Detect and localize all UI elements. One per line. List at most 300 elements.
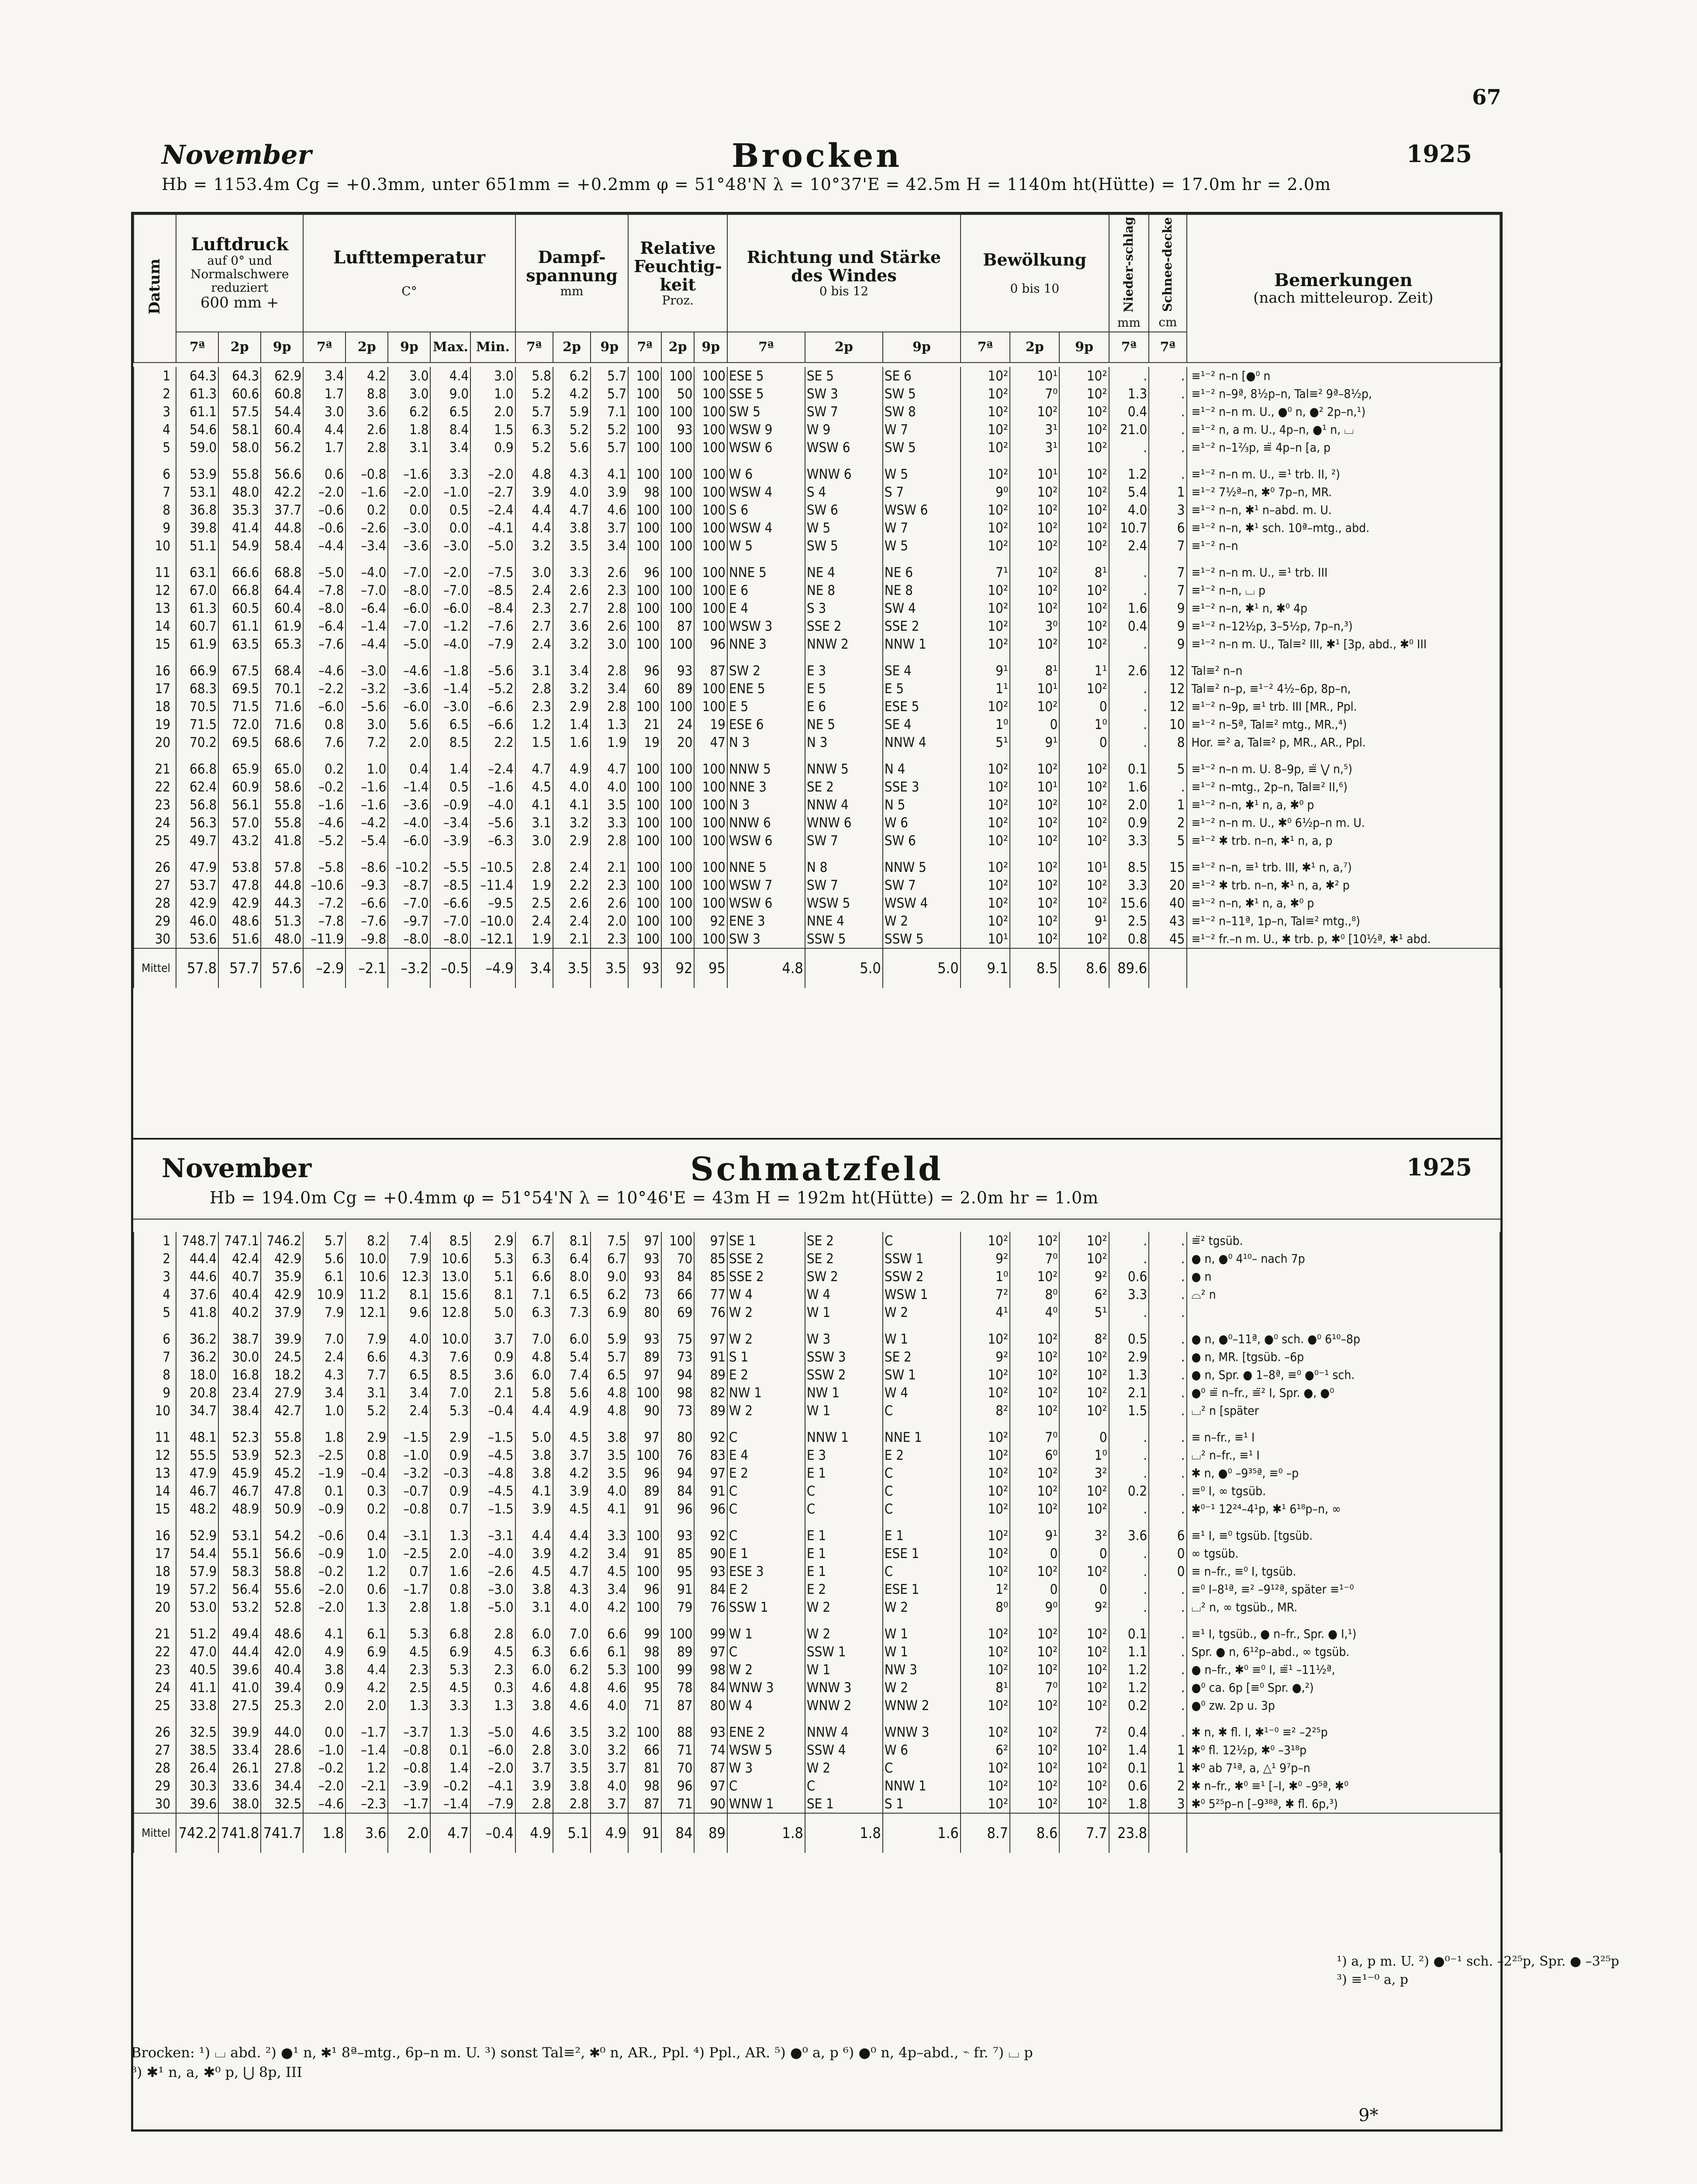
table-cell: 2.8 <box>591 698 628 715</box>
table-cell: 1.0 <box>346 1545 388 1562</box>
table-cell: ESE 3 <box>727 1562 805 1580</box>
table-cell: 94 <box>661 1464 695 1482</box>
table-cell: SE 2 <box>883 1348 961 1366</box>
table-cell: 2.8 <box>515 858 553 876</box>
table-cell: ESE 5 <box>727 367 805 385</box>
table-cell: ≡¹⁻² n–11ª, 1p–n, Tal≡² mtg.,⁸) <box>1187 912 1500 930</box>
table-cell: ESE 1 <box>883 1580 961 1598</box>
table-cell: C <box>727 1428 805 1446</box>
table-cell: 0 <box>1059 1428 1109 1446</box>
table-cell: 4.9 <box>553 760 591 778</box>
table-cell: 10² <box>961 439 1010 456</box>
table-cell: 6.1 <box>591 1643 628 1661</box>
mittel-cell: 7.7 <box>1059 1813 1109 1853</box>
table-cell: E 1 <box>805 1562 883 1580</box>
table-cell: –3.1 <box>470 1527 515 1545</box>
table-cell: 51.1 <box>176 537 218 555</box>
table-cell: –7.9 <box>470 635 515 653</box>
table-cell: –5.0 <box>470 1598 515 1616</box>
table-cell: 2.6 <box>1109 662 1149 680</box>
table-cell: 9 <box>1149 635 1186 653</box>
table-cell: 1.4 <box>430 1759 470 1777</box>
table-cell: 1⁰ <box>1059 1446 1109 1464</box>
table-cell: ⌴² n–fr., ≡¹ I <box>1187 1446 1500 1464</box>
table-cell: –10.2 <box>388 858 430 876</box>
table-cell: 96 <box>628 1580 661 1598</box>
table-row <box>134 1366 1500 1384</box>
table-cell: 69 <box>661 1303 695 1321</box>
table-cell: 30 <box>134 1795 176 1813</box>
table-cell: 10² <box>1059 1661 1109 1679</box>
table-cell: 100 <box>628 796 661 814</box>
table-cell: E 4 <box>727 1446 805 1464</box>
table-cell: NNW 4 <box>805 796 883 814</box>
sub-d2: 2p <box>553 332 591 363</box>
table-row <box>134 698 1500 715</box>
table-cell: 4.7 <box>553 1562 591 1580</box>
table-cell: 97 <box>694 1464 727 1482</box>
table-cell: 10² <box>1059 1697 1109 1714</box>
table-cell: 10² <box>961 1232 1010 1250</box>
table-cell: 3.8 <box>515 1697 553 1714</box>
table-row <box>134 617 1500 635</box>
table-cell: 17 <box>134 1545 176 1562</box>
table-cell: 23 <box>134 796 176 814</box>
table-cell: 10² <box>1059 1348 1109 1366</box>
table-cell: 10² <box>961 1759 1010 1777</box>
mittel-cell: 3.4 <box>515 948 553 988</box>
table-cell: –4.0 <box>346 563 388 581</box>
table-cell: W 2 <box>727 1303 805 1321</box>
table-cell: –5.6 <box>470 814 515 832</box>
table-cell: 3.3 <box>430 1697 470 1714</box>
table-cell: 10.0 <box>346 1250 388 1268</box>
table-cell: 91 <box>694 1482 727 1500</box>
table-cell: C <box>727 1500 805 1518</box>
table-cell: 1.3 <box>1109 385 1149 403</box>
table-cell: ESE 6 <box>727 715 805 733</box>
table-cell: 5.2 <box>591 421 628 439</box>
table-cell: NE 8 <box>883 581 961 599</box>
table-cell: –3.6 <box>388 680 430 698</box>
table-cell: 9² <box>1059 1598 1109 1616</box>
table-cell: ≡¹⁻² n, a m. U., 4p–n, ●¹ n, ⌴ <box>1187 421 1500 439</box>
header-wind: Richtung und Stärke des Windes 0 bis 12 <box>727 214 961 332</box>
table-cell: 5.0 <box>515 1428 553 1446</box>
table-cell: 2.9 <box>1109 1348 1149 1366</box>
table-cell: 56.2 <box>261 439 303 456</box>
table-cell: 10² <box>961 367 1010 385</box>
table-cell: –3.9 <box>388 1777 430 1795</box>
table-cell: 3.1 <box>515 1598 553 1616</box>
table-cell: 4.0 <box>553 778 591 796</box>
table-cell: 2.4 <box>515 635 553 653</box>
table-cell: W 6 <box>727 465 805 483</box>
table-cell: SE 1 <box>727 1232 805 1250</box>
table-cell: . <box>1149 1464 1186 1482</box>
table-cell: 75 <box>661 1330 695 1348</box>
table-cell: 100 <box>628 581 661 599</box>
table-cell: 92 <box>694 912 727 930</box>
table-cell: –1.7 <box>346 1723 388 1741</box>
table-row <box>134 563 1500 581</box>
table-cell: ✱ n, ✱ fl. I, ✱¹⁻⁰ ≡² –2²⁵p <box>1187 1723 1500 1741</box>
table-cell: ⌓² n <box>1187 1286 1500 1303</box>
table-cell: –7.9 <box>470 1795 515 1813</box>
table-cell: 5.0 <box>470 1303 515 1321</box>
table-cell: ●⁰ ca. 6p [≡⁰ Spr. ●,²) <box>1187 1679 1500 1697</box>
table-cell: 57.2 <box>176 1580 218 1598</box>
table-cell: 87 <box>694 1759 727 1777</box>
table-cell: –3.0 <box>430 698 470 715</box>
table-cell: 42.9 <box>261 1250 303 1268</box>
table-cell: 94 <box>661 1366 695 1384</box>
table-cell: 0.7 <box>430 1500 470 1518</box>
table-cell: 100 <box>661 483 695 501</box>
table-cell: 3.5 <box>553 537 591 555</box>
table-cell: SW 6 <box>883 832 961 850</box>
table-cell: 4.1 <box>515 1482 553 1500</box>
table-cell: 53.6 <box>176 930 218 948</box>
table-cell: 0 <box>1010 715 1059 733</box>
table-cell: 7⁰ <box>1010 1250 1059 1268</box>
table-row <box>134 894 1500 912</box>
table-cell: –1.6 <box>388 465 430 483</box>
table-cell: 4.2 <box>591 1598 628 1616</box>
table-cell: 26.1 <box>218 1759 261 1777</box>
table-cell: 84 <box>694 1580 727 1598</box>
table-cell: 100 <box>628 1446 661 1464</box>
table-cell: 90 <box>628 1402 661 1420</box>
table-cell: 10² <box>1059 421 1109 439</box>
table-cell: W 5 <box>805 519 883 537</box>
table-cell: 54.9 <box>218 537 261 555</box>
table-cell: W 5 <box>883 465 961 483</box>
table-cell: W 2 <box>727 1330 805 1348</box>
table-cell: SW 5 <box>883 439 961 456</box>
table-cell: 2 <box>134 1250 176 1268</box>
table-cell: 3.7 <box>470 1330 515 1348</box>
table-row <box>134 1723 1500 1741</box>
table-cell: SSE 2 <box>727 1268 805 1286</box>
table-cell: 10² <box>961 421 1010 439</box>
table-cell: 6.2 <box>553 367 591 385</box>
table-cell: ≡¹⁻² n–n [●⁰ n <box>1187 367 1500 385</box>
table-cell: –0.2 <box>430 1777 470 1795</box>
table-cell: –8.0 <box>303 599 346 617</box>
table-cell: 53.1 <box>218 1527 261 1545</box>
table-cell: 20 <box>134 1598 176 1616</box>
table-cell: W 1 <box>805 1402 883 1420</box>
table-cell: 65.9 <box>218 760 261 778</box>
table-cell: ESE 1 <box>883 1545 961 1562</box>
table-cell: 0.9 <box>1109 814 1149 832</box>
table-cell: 10² <box>961 912 1010 930</box>
table-cell: 100 <box>694 385 727 403</box>
table-cell: 2.8 <box>515 680 553 698</box>
table-cell: ≡¹⁻² n–n m. U. 8–9p, ≡̈ ⋁ n,⁵) <box>1187 760 1500 778</box>
table-cell: SSW 5 <box>805 930 883 948</box>
table-cell: 746.2 <box>261 1232 303 1250</box>
table-cell: 2.1 <box>1109 1384 1149 1402</box>
table-cell: 2.9 <box>553 832 591 850</box>
table-cell: 7.0 <box>515 1330 553 1348</box>
table-cell: –1.4 <box>430 1795 470 1813</box>
table-cell: NNE 3 <box>727 778 805 796</box>
table-cell: 44.0 <box>261 1723 303 1741</box>
table-cell: 5.4 <box>553 1348 591 1366</box>
table-cell: –7.0 <box>430 581 470 599</box>
table-cell: 6.3 <box>515 1250 553 1268</box>
table-cell: 10² <box>1010 760 1059 778</box>
table-cell: 97 <box>628 1366 661 1384</box>
table-cell: –5.8 <box>303 858 346 876</box>
table-cell: WSW 5 <box>727 1741 805 1759</box>
table-cell: 2.8 <box>515 1795 553 1813</box>
table-cell: –2.0 <box>388 483 430 501</box>
table-cell: 10.9 <box>303 1286 346 1303</box>
table-cell: –4.6 <box>303 662 346 680</box>
table-cell: . <box>1109 1500 1149 1518</box>
table-cell: 99 <box>661 1661 695 1679</box>
table-cell: 25 <box>134 832 176 850</box>
table-cell: 7.3 <box>553 1303 591 1321</box>
schmatzfeld-header <box>162 1153 1472 1188</box>
table-cell: ≡⁰ I, ∞ tgsüb. <box>1187 1482 1500 1500</box>
table-cell: ≡¹⁻² n–mtg., 2p–n, Tal≡² II,⁶) <box>1187 778 1500 796</box>
table-cell: 70.2 <box>176 733 218 751</box>
table-row <box>134 778 1500 796</box>
table-cell: 3.4 <box>303 367 346 385</box>
table-cell: 4.4 <box>430 367 470 385</box>
table-cell: 100 <box>661 894 695 912</box>
table-cell: 59.0 <box>176 439 218 456</box>
table-cell: 71 <box>628 1697 661 1714</box>
table-cell: 1.2 <box>1109 1661 1149 1679</box>
table-cell: 56.6 <box>261 465 303 483</box>
table-row <box>134 403 1500 421</box>
table-cell: 12 <box>1149 680 1186 698</box>
table-cell: 10² <box>1010 519 1059 537</box>
table-cell: 53.7 <box>176 876 218 894</box>
table-cell: 28.6 <box>261 1741 303 1759</box>
table-cell: 100 <box>661 439 695 456</box>
table-cell: 21 <box>134 760 176 778</box>
table-cell: E 1 <box>805 1545 883 1562</box>
table-cell: 4.0 <box>553 1598 591 1616</box>
table-cell: Tal≡² n–p, ≡¹⁻² 4½–6p, 8p–n, <box>1187 680 1500 698</box>
table-cell: 10² <box>1059 439 1109 456</box>
table-cell: ● n, ●⁰–11ª, ●⁰ sch. ●⁰ 6¹⁰–8p <box>1187 1330 1500 1348</box>
table-cell: SW 4 <box>883 599 961 617</box>
table-cell: 71.5 <box>218 698 261 715</box>
table-cell: 4.0 <box>553 483 591 501</box>
table-cell: –5.6 <box>346 698 388 715</box>
table-cell: 54.2 <box>261 1527 303 1545</box>
table-cell: –5.2 <box>470 680 515 698</box>
table-cell: 16 <box>134 662 176 680</box>
table-cell: 1.3 <box>346 1598 388 1616</box>
table-cell: 5.4 <box>1109 483 1149 501</box>
table-cell: 10² <box>1059 1777 1109 1795</box>
table-cell: –7.8 <box>303 581 346 599</box>
table-cell: 3.4 <box>591 680 628 698</box>
table-cell: 10² <box>1010 912 1059 930</box>
table-cell: 3.6 <box>346 403 388 421</box>
table-cell: 10² <box>1010 796 1059 814</box>
table-cell: ≡¹⁻² n–n, ⌴ p <box>1187 581 1500 599</box>
table-cell: 4.8 <box>553 1679 591 1697</box>
mittel-cell: 5.0 <box>805 948 883 988</box>
table-cell: 84 <box>661 1268 695 1286</box>
table-cell: 10² <box>961 1625 1010 1643</box>
table-cell: ≡¹⁻² n–n, ≡¹ trb. III, ✱¹ n, a,⁷) <box>1187 858 1500 876</box>
table-cell: 5¹ <box>961 733 1010 751</box>
table-cell: 10² <box>961 617 1010 635</box>
table-cell: C <box>727 1777 805 1795</box>
table-cell: 18.0 <box>176 1366 218 1384</box>
table-cell: . <box>1109 635 1149 653</box>
mittel-cell: –2.1 <box>346 948 388 988</box>
header-luftdruck: Luftdruck auf 0° und Normalschwere reduziert 600 mm + <box>176 214 303 332</box>
table-cell: 6.5 <box>388 1366 430 1384</box>
table-cell: 10² <box>1059 1625 1109 1643</box>
table-cell: 3.0 <box>515 832 553 850</box>
table-cell: 10² <box>1010 1402 1059 1420</box>
table-cell: 2.3 <box>591 930 628 948</box>
table-cell: 4.5 <box>470 1643 515 1661</box>
table-cell: 3.8 <box>515 1580 553 1598</box>
table-cell: 66.6 <box>218 563 261 581</box>
table-cell: –7.6 <box>470 617 515 635</box>
table-cell: 57.5 <box>218 403 261 421</box>
table-cell: 10² <box>961 1527 1010 1545</box>
table-cell: 39.6 <box>218 1661 261 1679</box>
table-cell: –1.5 <box>470 1500 515 1518</box>
table-cell: 100 <box>694 814 727 832</box>
table-cell: 97 <box>628 1232 661 1250</box>
table-cell: . <box>1109 1303 1149 1321</box>
table-cell: 3.9 <box>591 483 628 501</box>
table-cell: 9² <box>961 1348 1010 1366</box>
table-cell: W 7 <box>883 421 961 439</box>
table-cell: 10² <box>961 814 1010 832</box>
signature-mark: 9* <box>1358 2105 1379 2125</box>
table-cell: NNW 1 <box>883 635 961 653</box>
table-cell: 2.3 <box>388 1661 430 1679</box>
table-cell: 3.7 <box>515 1759 553 1777</box>
sub-s7: 7ª <box>1149 332 1186 363</box>
table-cell: WSW 6 <box>805 439 883 456</box>
table-cell: 60.7 <box>176 617 218 635</box>
table-cell: 0.7 <box>388 1562 430 1580</box>
table-cell: 55.8 <box>261 814 303 832</box>
table-cell: 5.9 <box>591 1330 628 1348</box>
table-cell: 10 <box>134 1402 176 1420</box>
table-cell: NE 5 <box>805 715 883 733</box>
table-cell: 8.0 <box>553 1268 591 1286</box>
table-cell: ≡¹⁻² n–n, ✱¹ sch. 10ª–mtg., abd. <box>1187 519 1500 537</box>
table-cell: 74 <box>694 1741 727 1759</box>
table-cell: 21 <box>628 715 661 733</box>
table-cell: 10² <box>1010 581 1059 599</box>
table-cell: WSW 1 <box>883 1286 961 1303</box>
table-cell: 3⁰ <box>1010 617 1059 635</box>
table-cell: 41.8 <box>176 1303 218 1321</box>
table-cell: SSE 2 <box>883 617 961 635</box>
mittel-cell <box>1187 1813 1500 1853</box>
table-cell: 1.8 <box>1109 1795 1149 1813</box>
table-cell: 47.9 <box>176 858 218 876</box>
table-cell: NE 4 <box>805 563 883 581</box>
table-cell: ● n, Spr. ● 1–8ª, ≡⁰ ●⁰⁻¹ sch. <box>1187 1366 1500 1384</box>
table-cell: 56.6 <box>261 1545 303 1562</box>
table-cell: . <box>1149 1286 1186 1303</box>
table-cell: 2.6 <box>591 563 628 581</box>
table-cell: . <box>1109 563 1149 581</box>
table-cell: –7.6 <box>303 635 346 653</box>
table-cell: 35.9 <box>261 1268 303 1286</box>
table-cell: 3.9 <box>515 1545 553 1562</box>
table-cell: 8² <box>961 1402 1010 1420</box>
table-cell: 12 <box>134 581 176 599</box>
table-cell: . <box>1149 1303 1186 1321</box>
table-cell: 15 <box>1149 858 1186 876</box>
brocken-footnotes-2: ⁸) ✱¹ n, a, ✱⁰ p, ⋃ 8p, III <box>131 2064 302 2080</box>
table-cell: 1.4 <box>430 760 470 778</box>
table-cell: . <box>1109 367 1149 385</box>
table-cell: S 1 <box>727 1348 805 1366</box>
table-cell: 91 <box>628 1500 661 1518</box>
table-cell: 7.4 <box>553 1366 591 1384</box>
table-cell: 30.3 <box>176 1777 218 1795</box>
table-cell: S 7 <box>883 483 961 501</box>
table-cell: 4¹ <box>961 1303 1010 1321</box>
table-cell: 57.8 <box>261 858 303 876</box>
table-cell: 8¹ <box>1059 563 1109 581</box>
table-cell: 100 <box>628 858 661 876</box>
table-cell: 53.2 <box>218 1598 261 1616</box>
table-cell: 9 <box>1149 599 1186 617</box>
table-cell: 58.8 <box>261 1562 303 1580</box>
table-cell: 10² <box>1010 1759 1059 1777</box>
table-cell: 5.2 <box>553 421 591 439</box>
table-cell: 4.0 <box>1109 501 1149 519</box>
table-cell: W 2 <box>883 912 961 930</box>
table-cell: 64.3 <box>218 367 261 385</box>
table-cell: 99 <box>628 1625 661 1643</box>
table-cell: 4.5 <box>591 1562 628 1580</box>
table-cell: 100 <box>628 778 661 796</box>
table-cell: 10² <box>1059 501 1109 519</box>
table-cell: 71 <box>661 1795 695 1813</box>
table-cell: NNE 3 <box>727 635 805 653</box>
table-cell: –6.0 <box>388 698 430 715</box>
table-cell: 100 <box>661 778 695 796</box>
table-cell: 3¹ <box>1010 421 1059 439</box>
table-cell: 66 <box>628 1741 661 1759</box>
table-cell: 4.4 <box>515 501 553 519</box>
table-cell: 1² <box>961 1580 1010 1598</box>
table-cell: 33.4 <box>218 1741 261 1759</box>
table-cell: 3.8 <box>303 1661 346 1679</box>
table-cell: –2.3 <box>346 1795 388 1813</box>
table-cell: 27 <box>134 1741 176 1759</box>
table-cell: –8.0 <box>388 930 430 948</box>
mittel-cell: 84 <box>661 1813 695 1853</box>
table-cell: 81 <box>628 1759 661 1777</box>
table-cell: ●⁰ ≡̈ n–fr., ≡̈² I, Spr. ●, ●⁰ <box>1187 1384 1500 1402</box>
